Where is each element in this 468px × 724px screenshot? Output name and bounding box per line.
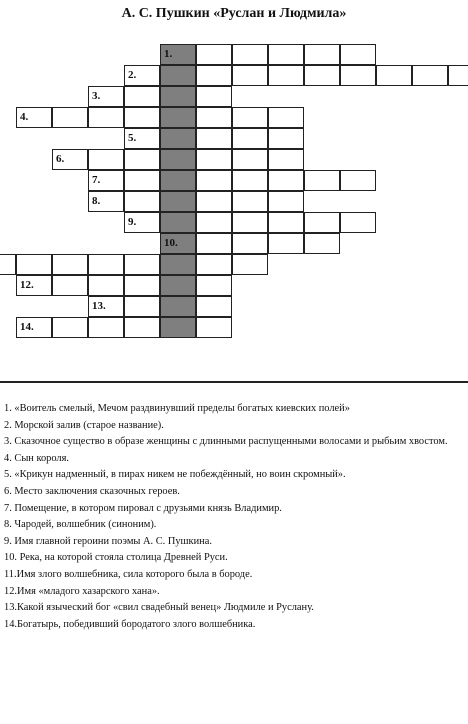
- crossword-cell: [88, 149, 124, 170]
- crossword-cell: [52, 275, 88, 296]
- crossword-cell: [340, 170, 376, 191]
- crossword-cell: [340, 65, 376, 86]
- clue-8: 8. Чародей, волшебник (синоним).: [4, 519, 157, 531]
- crossword-cell: [232, 44, 268, 65]
- crossword-cell: [196, 233, 232, 254]
- crossword-cell: [160, 107, 196, 128]
- clue-number: 3.: [92, 90, 101, 102]
- crossword-cell: [304, 233, 340, 254]
- crossword-cell: [196, 107, 232, 128]
- crossword-cell: [160, 44, 196, 65]
- crossword-cell: [268, 170, 304, 191]
- clue-number: 14.: [20, 321, 34, 333]
- crossword-cell: [196, 170, 232, 191]
- crossword-cell: [196, 65, 232, 86]
- crossword-cell: [268, 191, 304, 212]
- crossword-cell: [124, 275, 160, 296]
- crossword-cell: [88, 254, 124, 275]
- crossword-cell: [160, 233, 196, 254]
- clue-number: 9.: [128, 216, 137, 228]
- crossword-cell: [88, 275, 124, 296]
- crossword-cell: [412, 65, 448, 86]
- worksheet-title: А. С. Пушкин «Руслан и Людмила»: [121, 6, 347, 21]
- clue-5: 5. «Крикун надменный, в пирах никем не побеждённый, но воин скромный».: [4, 469, 346, 481]
- crossword-cell: [88, 170, 124, 191]
- crossword-cell: [268, 44, 304, 65]
- crossword-cell: [268, 233, 304, 254]
- crossword-grid: [0, 0, 468, 360]
- clue-13: 13.Какой языческий бог «свил свадебный венец» Людмиле и Руслану.: [4, 602, 314, 614]
- clue-11: 11.Имя злого волшебника, сила которого была в бороде.: [4, 568, 253, 580]
- crossword-cell: [268, 107, 304, 128]
- clue-6: 6. Место заключения сказочных героев.: [4, 485, 180, 497]
- crossword-cell: [88, 191, 124, 212]
- crossword-cell: [232, 170, 268, 191]
- crossword-cell: [124, 191, 160, 212]
- crossword-cell: [160, 128, 196, 149]
- crossword-cell: [160, 275, 196, 296]
- crossword-cell: [16, 317, 52, 338]
- clue-number: 1.: [164, 48, 173, 60]
- clue-number: 6.: [56, 153, 65, 165]
- crossword-cell: [196, 128, 232, 149]
- crossword-cell: [232, 212, 268, 233]
- crossword-cell: [52, 317, 88, 338]
- crossword-cell: [268, 149, 304, 170]
- crossword-cell: [124, 149, 160, 170]
- clue-3: 3. Сказочное существо в образе женщины с длинными распущенными волосами и рыбьим хвостом.: [4, 436, 448, 448]
- crossword-cell: [232, 191, 268, 212]
- crossword-cell: [88, 317, 124, 338]
- clue-2: 2. Морской залив (старое название).: [4, 419, 164, 431]
- crossword-cell: [160, 212, 196, 233]
- crossword-cell: [160, 254, 196, 275]
- clue-number: 12.: [20, 279, 34, 291]
- crossword-cell: [16, 107, 52, 128]
- clue-number: 2.: [128, 69, 137, 81]
- clue-number: 10.: [164, 237, 178, 249]
- crossword-cell: [304, 170, 340, 191]
- crossword-cell: [340, 212, 376, 233]
- crossword-cell: [268, 65, 304, 86]
- crossword-cell: [340, 44, 376, 65]
- crossword-cell: [196, 191, 232, 212]
- crossword-cell: [124, 107, 160, 128]
- crossword-cell: [232, 233, 268, 254]
- crossword-cell: [16, 254, 52, 275]
- crossword-cell: [232, 149, 268, 170]
- crossword-cell: [52, 149, 88, 170]
- divider-line: [0, 381, 468, 383]
- crossword-cell: [124, 128, 160, 149]
- clue-list: [4, 401, 466, 633]
- crossword-cell: [124, 254, 160, 275]
- crossword-cell: [304, 212, 340, 233]
- crossword-cell: [124, 65, 160, 86]
- crossword-cell: [88, 107, 124, 128]
- clue-9: 9. Имя главной героини поэмы А. С. Пушкина.: [4, 535, 212, 547]
- crossword-cell: [232, 128, 268, 149]
- crossword-cell: [268, 128, 304, 149]
- crossword-cell: [160, 86, 196, 107]
- crossword-cell: [88, 296, 124, 317]
- crossword-cell: [52, 254, 88, 275]
- crossword-cell: [160, 65, 196, 86]
- clue-number: 7.: [92, 174, 101, 186]
- crossword-cell: [232, 65, 268, 86]
- crossword-cell: [196, 254, 232, 275]
- crossword-cell: [196, 212, 232, 233]
- crossword-cell: [52, 107, 88, 128]
- crossword-cell: [124, 317, 160, 338]
- crossword-cell: [160, 170, 196, 191]
- crossword-cell: [196, 44, 232, 65]
- crossword-cell: [196, 275, 232, 296]
- crossword-cell: [16, 275, 52, 296]
- crossword-cell: [124, 296, 160, 317]
- crossword-cell: [196, 296, 232, 317]
- crossword-cell: [160, 317, 196, 338]
- clue-1: 1. «Воитель смелый, Мечом раздвинувший пределы богатых киевских полей»: [4, 403, 350, 414]
- clue-4: 4. Сын короля.: [4, 452, 69, 464]
- crossword-cell: [196, 317, 232, 338]
- clue-10: 10. Река, на которой стояла столица Древней Руси.: [4, 552, 228, 564]
- clue-14: 14.Богатырь, победивший бородатого злого волшебника.: [4, 618, 256, 630]
- crossword-cell: [124, 170, 160, 191]
- crossword-cell: [196, 149, 232, 170]
- crossword-cell: [232, 107, 268, 128]
- crossword-cell: [268, 212, 304, 233]
- crossword-cell: [0, 254, 16, 275]
- crossword-cell: [124, 86, 160, 107]
- crossword-cell: [88, 86, 124, 107]
- clue-number: 13.: [92, 300, 106, 312]
- clue-number: 8.: [92, 195, 101, 207]
- crossword-cell: [376, 65, 412, 86]
- crossword-cell: [160, 296, 196, 317]
- crossword-cell: [124, 212, 160, 233]
- crossword-cell: [196, 86, 232, 107]
- crossword-cell: [304, 44, 340, 65]
- crossword-cell: [304, 65, 340, 86]
- crossword-cell: [160, 191, 196, 212]
- crossword-cell: [448, 65, 468, 86]
- clue-7: 7. Помещение, в котором пировал с друзьями князь Владимир.: [4, 502, 282, 514]
- clue-number: 5.: [128, 132, 137, 144]
- clue-number: 4.: [20, 111, 29, 123]
- crossword-cell: [232, 254, 268, 275]
- clue-12: 12.Имя «младого хазарского хана».: [4, 585, 160, 597]
- crossword-cell: [160, 149, 196, 170]
